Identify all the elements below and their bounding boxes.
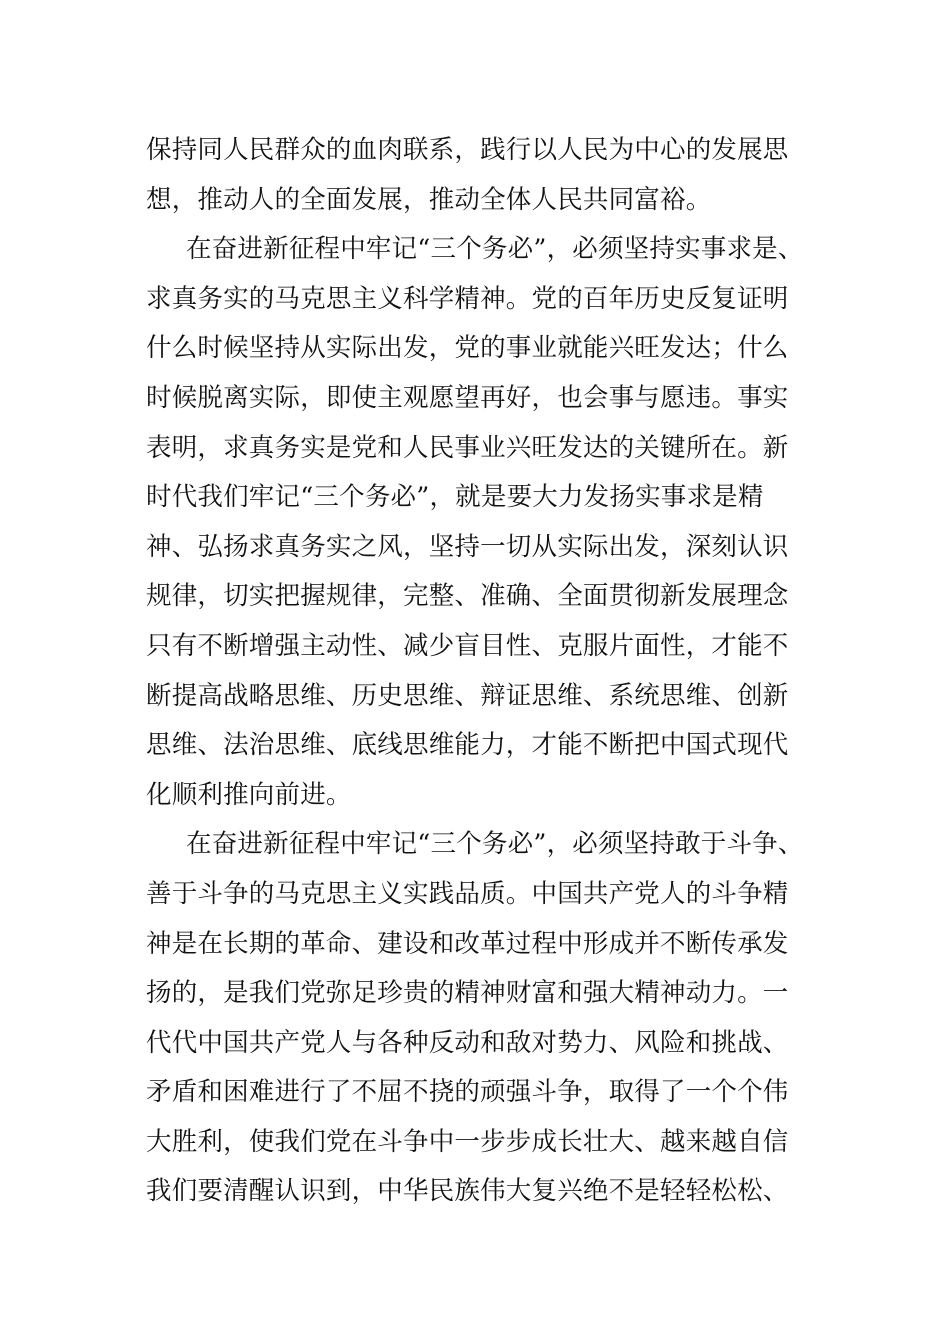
paragraph-start-line: 在奋进新征程中牢记“三个务必”，必须坚持敢于斗争、: [186, 829, 804, 860]
text-line: 时候脱离实际，即使主观愿望再好，也会事与愿违。事实: [146, 382, 789, 413]
text-line: 时代我们牢记“三个务必”，就是要大力发扬实事求是精: [146, 482, 764, 513]
text-line: 断提高战略思维、历史思维、辩证思维、系统思维、创新: [146, 680, 789, 711]
text-line: 扬的，是我们党弥足珍贵的精神财富和强大精神动力。一: [146, 978, 789, 1009]
text-line: 保持同人民群众的血肉联系，践行以人民为中心的发展思: [146, 135, 789, 165]
text-line: 想，推动人的全面发展，推动全体人民共同富裕。: [146, 184, 712, 215]
text-line: 思维、法治思维、底线思维能力，才能不断把中国式现代: [146, 730, 789, 761]
text-line: 我们要清醒认识到，中华民族伟大复兴绝不是轻轻松松、: [146, 1176, 789, 1207]
text-line: 规律，切实把握规律，完整、准确、全面贯彻新发展理念: [146, 581, 789, 612]
text-line: 表明，求真务实是党和人民事业兴旺发达的关键所在。新: [146, 432, 789, 463]
body-text: [146, 126, 836, 1217]
text-line: 代代中国共产党人与各种反动和敌对势力、风险和挑战、: [146, 1027, 789, 1058]
text-line: 神是在长期的革命、建设和改革过程中形成并不断传承发: [146, 928, 789, 959]
text-line: 只有不断增强主动性、减少盲目性、克服片面性，才能不: [146, 630, 789, 661]
text-line: 神、弘扬求真务实之风，坚持一切从实际出发，深刻认识: [146, 531, 789, 562]
text-line: 大胜利，使我们党在斗争中一步步成长壮大、越来越自信: [146, 1126, 789, 1157]
text-line: 求真务实的马克思主义科学精神。党的百年历史反复证明: [146, 283, 789, 314]
text-line: 矛盾和困难进行了不屈不挠的顽强斗争，取得了一个个伟: [146, 1077, 789, 1108]
text-line: 化顺利推向前进。: [146, 779, 352, 810]
text-line: 善于斗争的马克思主义实践品质。中国共产党人的斗争精: [146, 878, 789, 909]
paragraph-start-line: 在奋进新征程中牢记“三个务必”，必须坚持实事求是、: [186, 234, 804, 265]
text-line: 什么时候坚持从实际出发，党的事业就能兴旺发达；什么: [146, 333, 789, 364]
